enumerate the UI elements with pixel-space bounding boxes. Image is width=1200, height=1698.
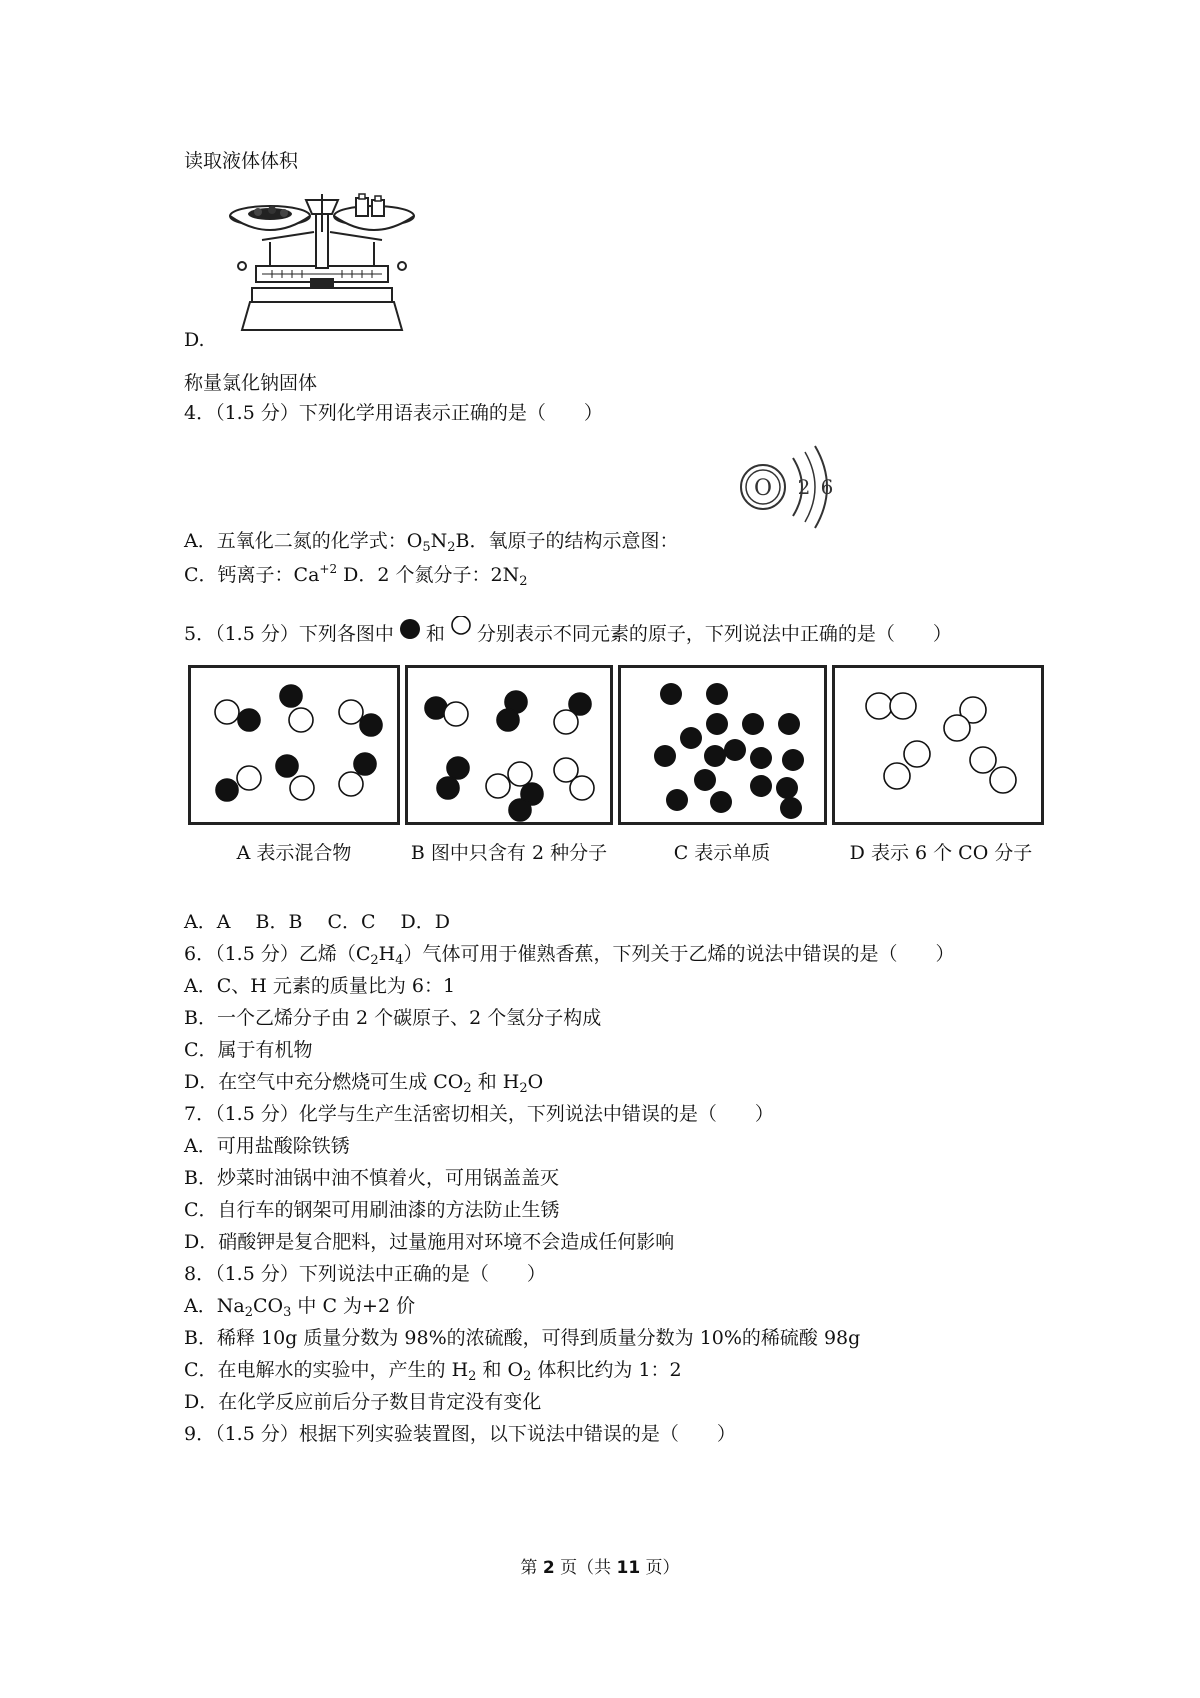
question-6-option-c: C．属于有机物 — [184, 1039, 313, 1061]
diagram-box-d — [832, 665, 1044, 825]
option-d-caption: 称量氯化钠固体 — [184, 372, 318, 394]
question-7-stem: 7．（1.5 分）化学与生产生活密切相关，下列说法中错误的是（ ） — [184, 1103, 774, 1125]
question-8-option-d: D．在化学反应前后分子数目肯定没有变化 — [184, 1391, 542, 1413]
question-5-options: A．A B．B C．C D．D — [184, 911, 451, 933]
question-7-option-a: A．可用盐酸除铁锈 — [184, 1135, 350, 1157]
diagram-box-a — [188, 665, 400, 825]
question-6-stem: 6．（1.5 分）乙烯$(C_2H_4)$气体可用于催熟香蕉，下列关于乙烯的说法中错误的是（ ） — [184, 943, 955, 968]
question-4-options-cd: C．钙离子：$Ca^{+2}$ D．2 个氮分子：$2N_2$ — [184, 562, 528, 589]
caption-d: D 表示 6 个 CO 分子 — [849, 842, 1033, 864]
question-4-stem: 4．（1.5 分）下列化学用语表示正确的是（ ） — [184, 402, 603, 424]
question-8-option-c: C．在电解水的实验中，产生的 $H_2$ 和 $O_2$ 体积比约为 1：2 — [184, 1359, 682, 1384]
nucleus-symbol: O — [753, 476, 773, 501]
question-7-option-b: B．炒菜时油锅中油不慎着火，可用锅盖盖灭 — [184, 1167, 559, 1189]
question-8-option-a: A．$Na_2CO_3$ 中 C 为+2 价 — [184, 1295, 416, 1320]
question-9-stem: 9．（1.5 分）根据下列实验装置图，以下说法中错误的是（ ） — [184, 1423, 736, 1445]
question-5-stem: 5．（1.5 分）下列各图中 和 分别表示不同元素的原子，下列说法中正确的是（ ） — [184, 616, 952, 647]
caption-a: A 表示混合物 — [236, 842, 352, 864]
shell-1-electrons: 2 — [797, 475, 811, 499]
question-6-option-d: D．在空气中充分燃烧可生成 $CO_2$ 和 $H_2O$ — [184, 1071, 544, 1096]
option-c-caption: 读取液体体积 — [184, 150, 299, 172]
diagram-box-c — [618, 665, 827, 825]
question-4-options-ab: A．五氧化二氮的化学式：$O_5N_2B$．氧原子的结构示意图： — [184, 530, 679, 555]
white-atom-icon — [449, 616, 473, 640]
option-d-label: D. — [184, 329, 205, 351]
question-8-stem: 8．（1.5 分）下列说法中正确的是（ ） — [184, 1263, 546, 1285]
question-7-option-d: D．硝酸钾是复合肥料，过量施用对环境不会造成任何影响 — [184, 1231, 675, 1253]
shell-2-electrons: 6 — [820, 475, 834, 499]
black-atom-icon — [398, 618, 422, 642]
balance-scale-figure — [222, 192, 422, 337]
page-footer: 第 2 页（共 11 页） — [520, 1558, 680, 1578]
caption-c: C 表示单质 — [673, 842, 771, 864]
question-6-option-b: B．一个乙烯分子由 2 个碳原子、2 个氢分子构成 — [184, 1007, 602, 1029]
question-8-option-b: B．稀释 10g 质量分数为 98%的浓硫酸，可得到质量分数为 10%的稀硫酸 98g — [184, 1327, 861, 1349]
caption-b: B 图中只含有 2 种分子 — [410, 842, 608, 864]
diagram-box-b — [405, 665, 613, 825]
question-6-option-a: A．C、H 元素的质量比为 6：1 — [184, 975, 456, 997]
oxygen-atom-structure-figure — [735, 432, 845, 542]
question-7-option-c: C．自行车的钢架可用刷油漆的方法防止生锈 — [184, 1199, 560, 1221]
